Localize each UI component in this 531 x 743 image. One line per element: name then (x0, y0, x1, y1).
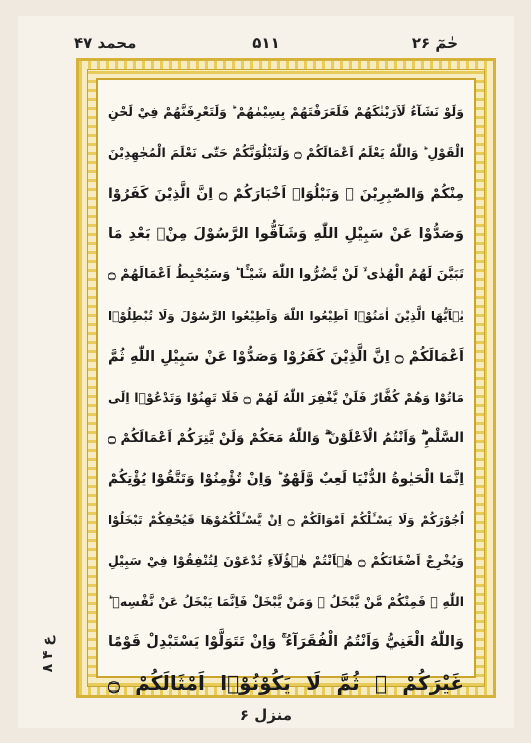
verse-line: اُجُوْرَكُمْ وَلَا يَسْـَٔلْكُمْ اَمْوَالَكُمْ ۝ اِنْ يَّسْـَٔلْكُمُوْهَا فَيُحْفِكُمْ تَبْخَلُوْا (108, 512, 464, 527)
text-panel (96, 78, 476, 696)
verse-line: مِنْكُمْ وَالصّٰبِرِيْنَ ۙ وَنَبْلُوَا۠ اَخْبَارَكُمْ ۝ اِنَّ الَّذِيْنَ كَفَرُوْا (108, 185, 464, 202)
verse-line: اَعْمَالَكُمْ ۝ اِنَّ الَّذِيْنَ كَفَرُوْا وَصَدُّوْا عَنْ سَبِيْلِ اللّٰهِ ثُمَّ (108, 348, 464, 365)
verse-line: اِنَّمَا الْحَيٰوةُ الدُّنْيَا لَعِبٌ وَّلَهْوٌ ؕ وَاِنْ تُؤْمِنُوْا وَتَتَّقُوْا يُؤْتِكُمْ (108, 471, 464, 488)
verse-line: غَيْرَكُمْ ۙ ثُمَّ لَا يَكُوْنُوْۤا اَمْثَالَكُمْ ۝ (108, 671, 464, 696)
verse-lines (108, 92, 464, 696)
manzil-footer: منزل ۶ (239, 706, 293, 724)
verse-line: وَيُخْرِجْ اَضْغَانَكُمْ ۝ هٰۤاَنْتُمْ هٰۤؤُلَآءِ تُدْعَوْنَ لِتُنْفِقُوْا فِيْ سَبِيْلِ (108, 552, 464, 568)
verse-line: يٰۤاَيُّهَا الَّذِيْنَ اٰمَنُوْۤا اَطِيْعُوا اللّٰهَ وَاَطِيْعُوا الرَّسُوْلَ وَلَا تُبْطِلُوْۤا (108, 308, 464, 323)
verse-line: وَصَدُّوْا عَنْ سَبِيْلِ اللّٰهِ وَشَآقُّوا الرَّسُوْلَ مِنْۢ بَعْدِ مَا (108, 226, 464, 243)
verse-line: اللّٰهِ ۚ فَمِنْكُمْ مَّنْ يَّبْخَلُ ۚ وَمَنْ يَّبْخَلْ فَاِنَّمَا يَبْخَلُ عَنْ نَّفْسِهٖ ؕ (108, 593, 464, 609)
decorative-border (76, 58, 496, 698)
verse-line: الْقَوْلِ ؕ وَاللّٰهُ يَعْلَمُ اَعْمَالَكُمْ ۝ وَلَنَبْلُوَنَّكُمْ حَتّٰى نَعْلَمَ الْمُجٰهِدِيْنَ (108, 144, 464, 160)
verse-line: وَاللّٰهُ الْغَنِيُّ وَاَنْتُمُ الْفُقَرَآءُ ۚ وَاِنْ تَتَوَلَّوْا يَسْتَبْدِلْ قَوْمًا (108, 634, 464, 651)
verse-line: مَاتُوْا وَهُمْ كُفَّارٌ فَلَنْ يَّغْفِرَ اللّٰهُ لَهُمْ ۝ فَلَا تَهِنُوْا وَتَدْعُوْۤا اِلَى (108, 389, 464, 405)
verse-line: تَبَيَّنَ لَهُمُ الْهُدٰى ۙ لَنْ يَّضُرُّوا اللّٰهَ شَيْـًٔا ؕ وَسَيُحْبِطُ اَعْمَالَهُمْ ۝ (108, 267, 464, 283)
verse-line: وَلَوْ نَشَآءُ لَاَرَيْنٰكَهُمْ فَلَعَرَفْتَهُمْ بِسِيْمٰهُمْ ؕ وَلَتَعْرِفَنَّهُمْ فِيْ لَحْنِ (108, 104, 464, 119)
ruku-margin-note: ع ۴ ۸ (40, 636, 56, 673)
header-surah-right: حٰمٓ ۲۶ (411, 34, 458, 52)
header-surah-left: محمد ۴۷ (74, 34, 137, 52)
page-header (18, 34, 514, 54)
verse-line: السَّلْمِ ۖۗ وَاَنْتُمُ الْاَعْلَوْنَ ۖۗ وَاللّٰهُ مَعَكُمْ وَلَنْ يَّتِرَكُمْ اَعْمَالَكُمْ ۝ (108, 430, 464, 447)
header-page-number: ۵۱۱ (252, 34, 280, 52)
page (18, 16, 514, 728)
